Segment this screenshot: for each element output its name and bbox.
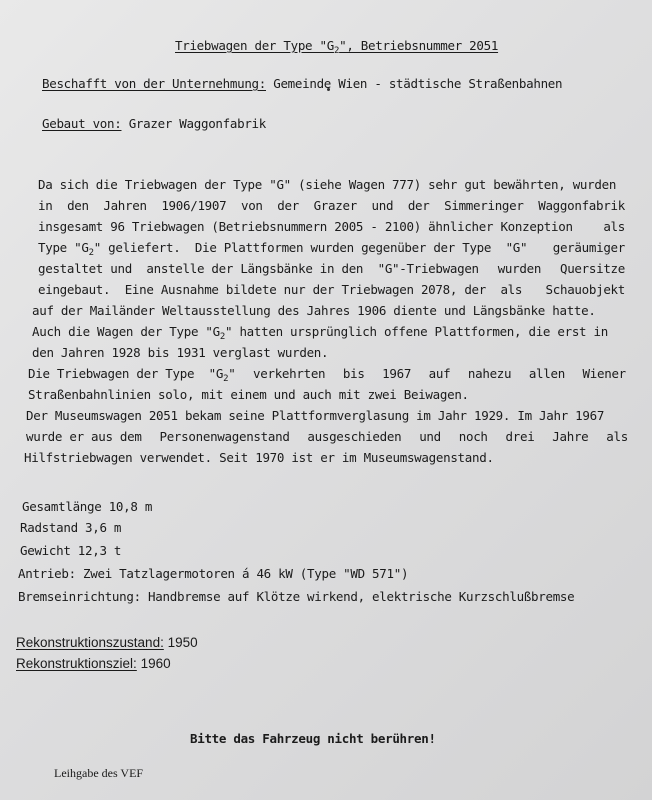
reconstruction-state-value: 1950	[163, 635, 198, 650]
spec-brakes: Bremseinrichtung: Handbremse auf Klötze wirkend, elektrische Kurzschlußbremse	[18, 589, 575, 604]
reconstruction-goal-label: Rekonstruktionsziel:	[16, 656, 137, 671]
body-line-3: insgesamt 96 Triebwagen (Betriebsnummern 2005 - 2100) ähnlicher Konzeption als	[38, 219, 625, 234]
body-line-1: Da sich die Triebwagen der Type "G" (siehe Wagen 777) sehr gut bewährten, wurden	[38, 177, 617, 192]
body-line-13: wurde er aus dem Personenwagenstand ausgeschieden und noch drei Jahre als	[26, 429, 628, 444]
built-by-line	[42, 116, 266, 132]
body-line-7: auf der Mailänder Weltausstellung des Jahres 1906 diente und Längsbänke hatte.	[32, 303, 596, 318]
body-line-12: Der Museumswagen 2051 bekam seine Plattformverglasung im Jahr 1929. Im Jahr 1967	[26, 408, 605, 423]
spec-weight: Gewicht 12,3 t	[20, 543, 122, 558]
body-line-2: in den Jahren 1906/1907 von der Grazer und der Simmeringer Waggonfabrik	[38, 198, 625, 213]
procured-by-value: Gemeinde Wien - städtische Straßenbahnen	[266, 76, 563, 91]
reconstruction-goal-value: 1960	[136, 656, 171, 671]
reconstruction-state-label: Rekonstruktionszustand:	[16, 635, 164, 650]
loan-credit: Leihgabe des VEF	[54, 766, 144, 780]
procured-by-line	[42, 76, 562, 92]
body-line-6: eingebaut. Eine Ausnahme bildete nur der Triebwagen 2078, der als Schauobjekt	[38, 282, 625, 297]
spec-drive: Antrieb: Zwei Tatzlagermotoren á 46 kW (Type "WD 571")	[18, 566, 409, 581]
do-not-touch-notice: Bitte das Fahrzeug nicht berühren!	[190, 731, 436, 746]
body-line-9: den Jahren 1928 bis 1931 verglast wurden.	[32, 345, 329, 360]
body-line-5: gestaltet und anstelle der Längsbänke in den "G"-Triebwagen wurden Quersitze	[38, 261, 625, 276]
body-line-8: Auch die Wagen der Type "$G_2$" hatten ursprünglich offene Plattformen, die erst in	[32, 324, 608, 342]
built-by-label: Gebaut von:	[42, 116, 122, 131]
body-line-11: Straßenbahnlinien solo, mit einem und auch mit zwei Beiwagen.	[28, 387, 469, 402]
reconstruction-state	[16, 635, 198, 651]
built-by-value: Grazer Waggonfabrik	[121, 116, 266, 131]
body-line-4: Type "$G_2$" geliefert. Die Plattformen wurden gegenüber der Type "G" geräumiger	[38, 240, 625, 258]
spec-length: Gesamtlänge 10,8 m	[22, 499, 153, 514]
document-title: Triebwagen der Type "$G_2$", Betriebsnummer 2051	[175, 38, 499, 56]
reconstruction-goal	[16, 656, 171, 672]
spec-wheelbase: Radstand 3,6 m	[20, 520, 122, 535]
body-line-14: Hilfstriebwagen verwendet. Seit 1970 ist er im Museumswagenstand.	[24, 450, 494, 465]
body-line-10: Die Triebwagen der Type "$G_2$" verkehrten bis 1967 auf nahezu allen Wiener	[28, 366, 626, 384]
procured-by-label: Beschafft von der Unternehmung:	[42, 76, 266, 91]
